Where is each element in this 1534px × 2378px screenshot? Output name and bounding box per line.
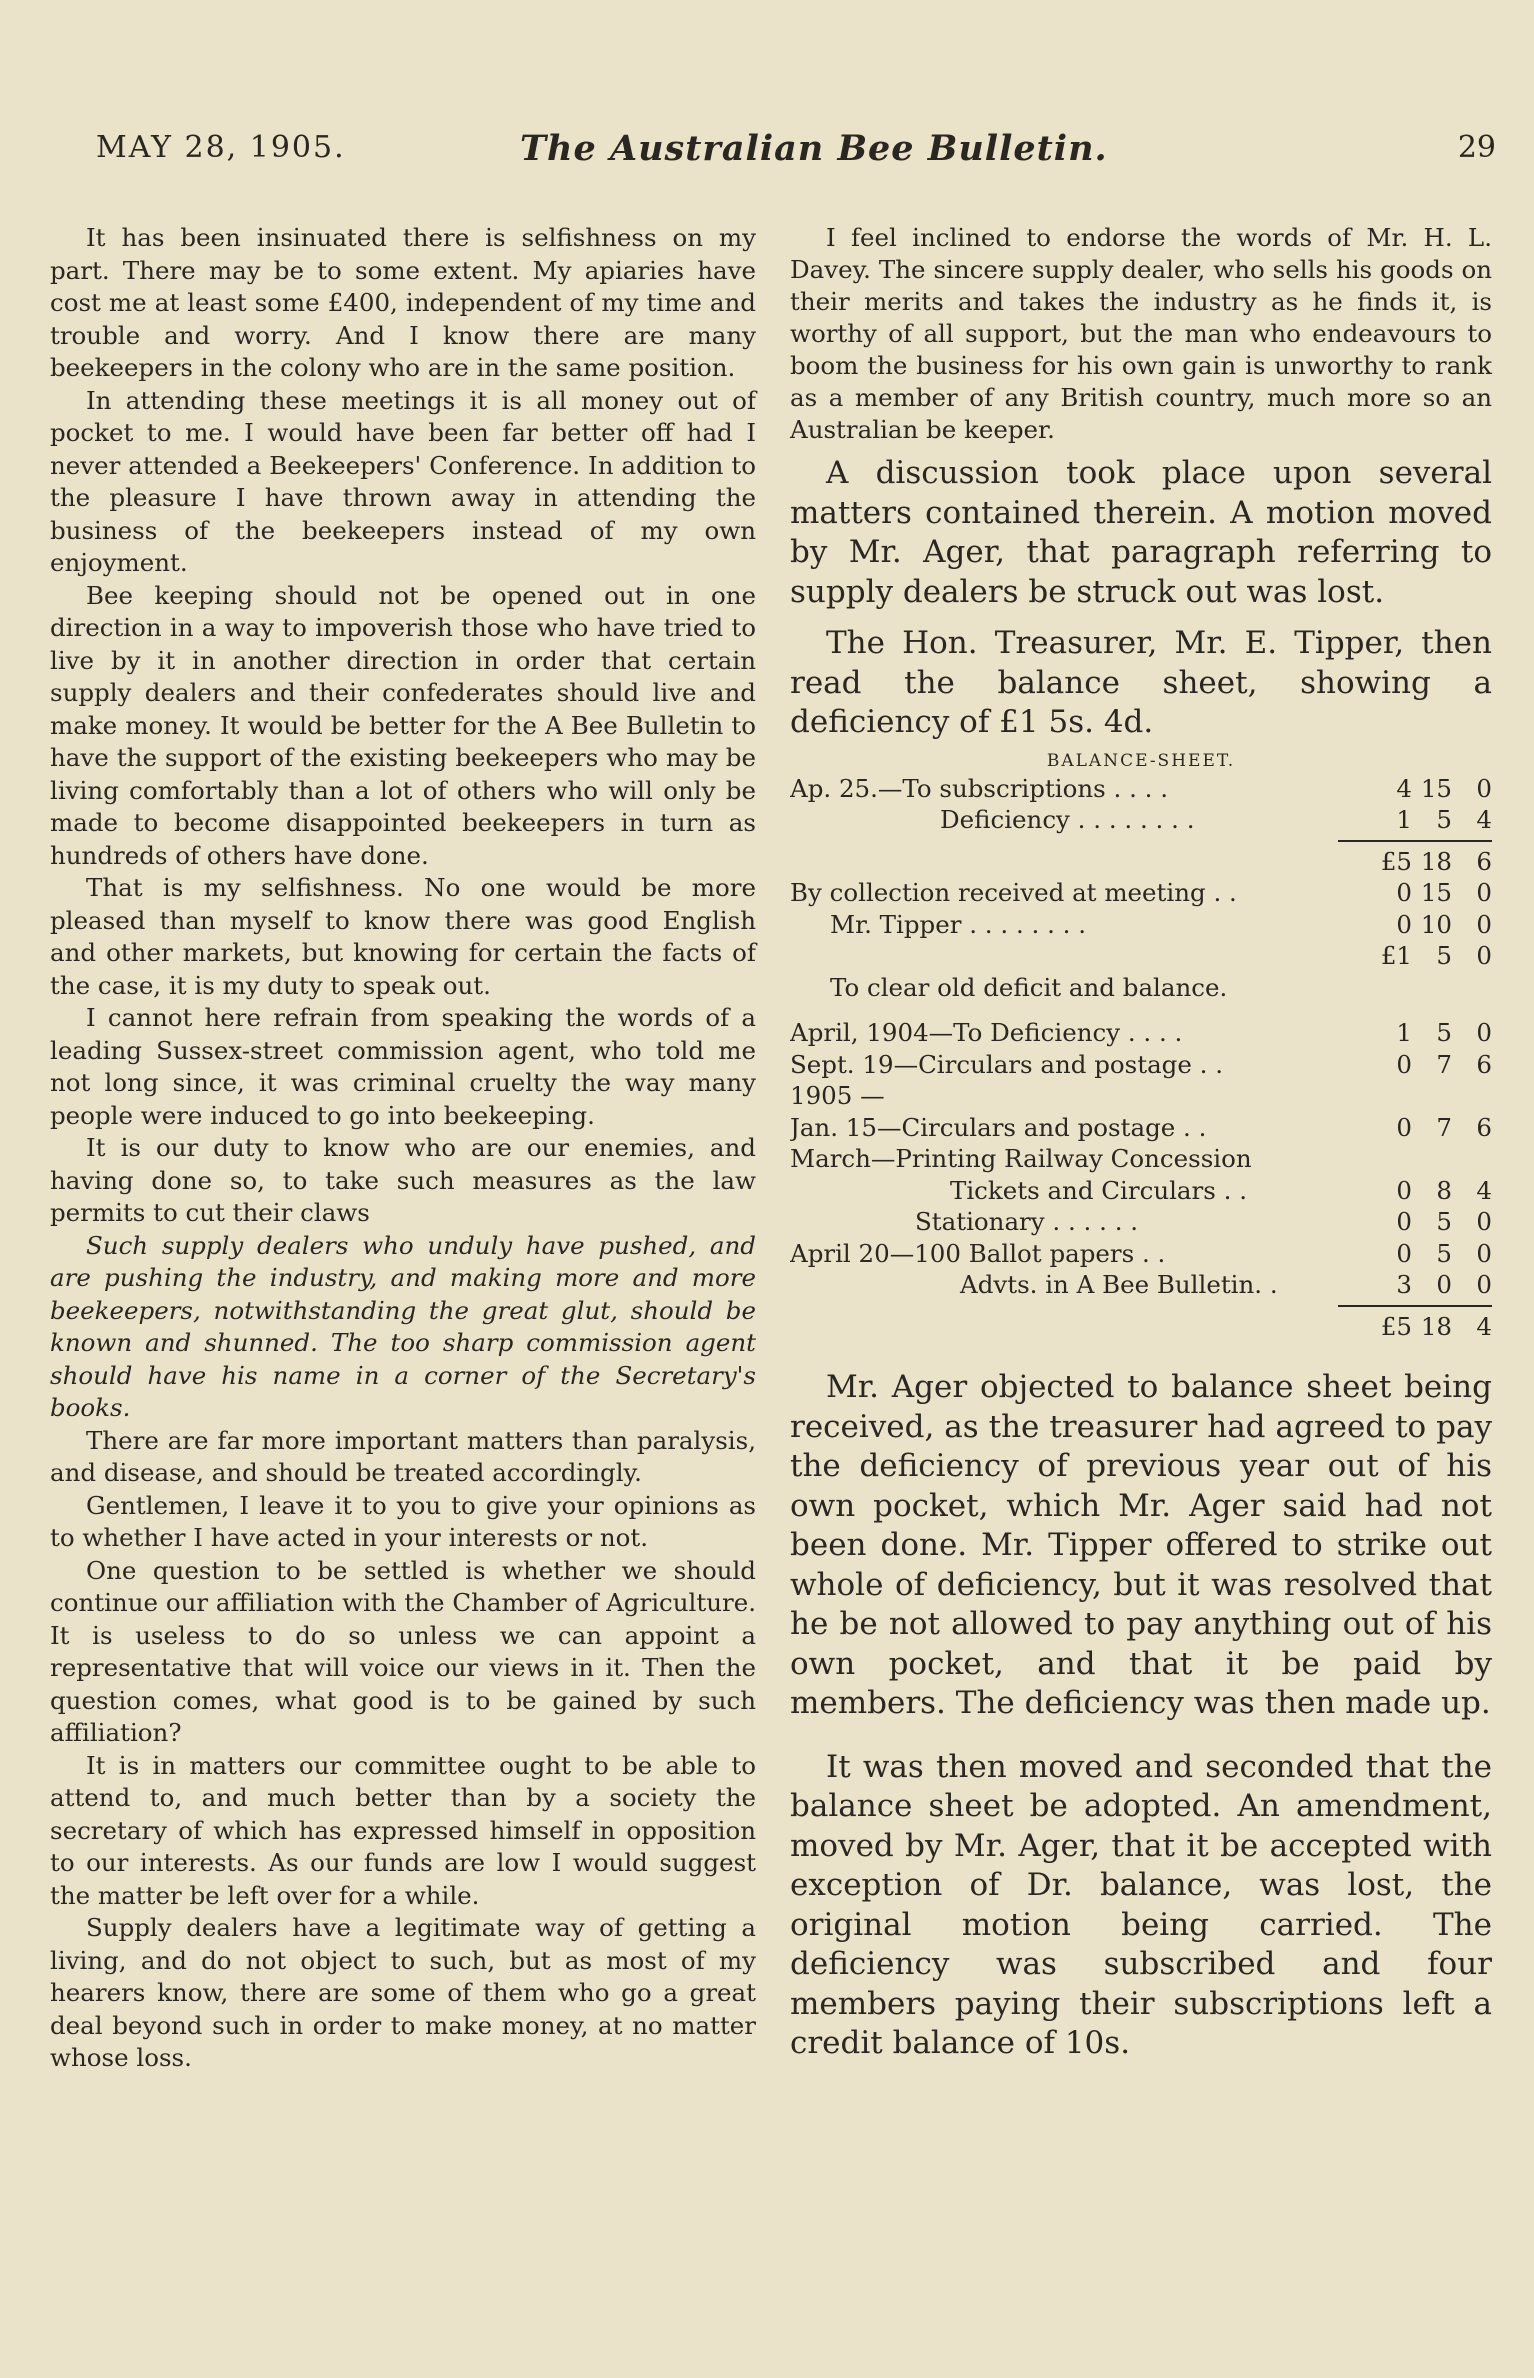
row-label: Ap. 25.—To subscriptions . . . . <box>790 773 1169 803</box>
pence: 0 <box>1476 1018 1492 1047</box>
shillings: 18 <box>1420 1311 1452 1341</box>
row-label: To clear old deficit and balance. <box>830 972 1228 1002</box>
balance-sheet-heading: BALANCE-SHEET. <box>1046 750 1236 771</box>
pounds: 0 <box>1396 1238 1412 1268</box>
row-label <box>790 1311 1354 1343</box>
pounds: 0 <box>1396 1112 1412 1142</box>
balance-row <box>790 1112 1492 1144</box>
pence: 0 <box>1476 1270 1492 1299</box>
left-column <box>50 222 756 2075</box>
row-label: Advts. in A Bee Bulletin. . <box>960 1270 1278 1299</box>
pounds: £1 <box>1380 941 1412 970</box>
balance-row <box>790 1238 1492 1270</box>
page-number: 29 <box>1457 130 1496 165</box>
balance-row <box>790 1017 1492 1049</box>
shillings: 15 <box>1420 773 1452 803</box>
total-rule <box>1338 840 1492 842</box>
row-label: Sept. 19—Circulars and postage . . <box>790 1049 1224 1079</box>
pence: 4 <box>1476 1175 1492 1205</box>
balance-row <box>790 1049 1492 1081</box>
pounds: 0 <box>1396 1207 1412 1236</box>
pounds: 1 <box>1396 805 1412 834</box>
paragraph: Supply dealers have a legitimate way of getting a living, and do not object to such, but as most of my hearers know, there are some of them who go a great deal beyond such in order to make money, at no matter whose loss. <box>50 1913 756 2072</box>
shillings: 5 <box>1436 805 1452 834</box>
balance-note <box>790 972 1492 1004</box>
total-row <box>790 1311 1492 1343</box>
pence: 6 <box>1476 1112 1492 1142</box>
paragraph: In attending these meetings it is all money out of pocket to me. I would have been far better off had I never attended a Beekeepers' Conference. In addition to the pleasure I have thrown away in attending the business of the beekeepers instead of my own enjoyment. <box>50 385 756 577</box>
row-label: Mr. Tipper . . . . . . . . <box>830 909 1087 939</box>
shillings: 7 <box>1436 1112 1452 1142</box>
shillings: 7 <box>1436 1049 1452 1079</box>
balance-row <box>790 1143 1492 1175</box>
paragraph: Gentlemen, I leave it to you to give your opinions as to whether I have acted in your interests or not. <box>50 1490 756 1552</box>
paragraph: One question to be settled is whether we should continue our affiliation with the Chamber of Agriculture. It is useless to do so unless we can appoint a representative that will voice our views in it. Then the question comes, what good is to be gained by such affiliation? <box>50 1555 756 1747</box>
pounds: £5 <box>1380 1311 1412 1341</box>
pence: 0 <box>1476 941 1492 970</box>
row-label: Deficiency . . . . . . . . <box>940 805 1195 834</box>
row-label: Jan. 15—Circulars and postage . . <box>790 1112 1207 1142</box>
pounds: 0 <box>1396 1175 1412 1205</box>
paragraph: It is in matters our committee ought to be able to attend to, and much better than by a society the secretary of which has expressed himself in opposition to our interests. As our funds are low I would suggest the matter be left over for a while. <box>50 1750 756 1910</box>
shillings: 5 <box>1436 941 1452 970</box>
total-rule <box>1338 1305 1492 1307</box>
paragraph: A discussion took place upon several matters contained therein. A motion moved by Mr. Ager, that paragraph referring to supply dealers be struck out was lost. <box>790 455 1492 610</box>
balance-row <box>790 1080 1492 1112</box>
pence: 0 <box>1476 1207 1492 1236</box>
row-label: Stationary . . . . . . <box>915 1207 1139 1236</box>
row-label: 1905 — <box>790 1081 885 1110</box>
row-label: April, 1904—To Deficiency . . . . <box>790 1018 1183 1047</box>
pence: 6 <box>1476 1049 1492 1079</box>
total-row <box>790 846 1492 878</box>
balance-row <box>790 877 1492 909</box>
shillings: 5 <box>1436 1207 1452 1236</box>
shillings: 8 <box>1436 1175 1452 1205</box>
paragraph: That is my selfishness. No one would be more pleased than myself to know there was good English and other markets, but knowing for certain the facts of the case, it is my duty to speak out. <box>50 873 756 1000</box>
shillings: 0 <box>1436 1270 1452 1299</box>
shillings: 18 <box>1420 846 1452 876</box>
balance-row <box>790 1175 1492 1207</box>
paragraph: The Hon. Treasurer, Mr. E. Tipper, then read the balance sheet, showing a deficiency of £1 5s. 4d. <box>790 625 1492 740</box>
balance-row <box>790 804 1492 836</box>
balance-row <box>790 773 1492 805</box>
italic-paragraph: Such supply dealers who unduly have pushed, and are pushing the industry, and making more and more beekeepers, notwithstanding the great glut, should be known and shunned. The too sharp commission agent should have his name in a corner of the Secretary's books. <box>50 1230 756 1422</box>
paragraph: I cannot here refrain from speaking the words of a leading Sussex-street commission agent, who told me not long since, it was criminal cruelty the way many people were induced to go into beekeeping. <box>50 1003 756 1130</box>
pounds: 4 <box>1396 773 1412 803</box>
pence: 4 <box>1476 805 1492 834</box>
paragraph: I feel inclined to endorse the words of Mr. H. L. Davey. The sincere supply dealer, who sells his goods on their merits and takes the industry as he finds it, is worthy of all support, but the man who endeavours to boom the business for his own gain is unworthy to rank as a member of any British country, much more so an Australian be keeper. <box>790 223 1492 444</box>
balance-row <box>790 909 1492 941</box>
row-label: March—Printing Railway Concession <box>790 1144 1252 1173</box>
shillings: 15 <box>1420 878 1452 907</box>
right-column <box>790 222 1492 2064</box>
shillings: 10 <box>1420 909 1452 939</box>
row-label: Tickets and Circulars . . <box>950 1175 1247 1205</box>
page-header <box>96 130 1496 180</box>
shillings: 5 <box>1436 1238 1452 1268</box>
masthead-title: The Australian Bee Bulletin. <box>520 128 1108 169</box>
pence: 0 <box>1476 773 1492 803</box>
balance-sheet <box>790 751 1492 1343</box>
pence: 4 <box>1476 1311 1492 1341</box>
shillings: 5 <box>1436 1018 1452 1047</box>
pounds: 3 <box>1396 1270 1412 1299</box>
paragraph: It was then moved and seconded that the balance sheet be adopted. An amendment, moved by Mr. Ager, that it be accepted with exception of Dr. balance, was lost, the original motion being carried. The deficiency was subscribed and four members paying their subscriptions left a credit balance of 10s. <box>790 1748 1492 2061</box>
pence: 0 <box>1476 1238 1492 1268</box>
pounds: 0 <box>1396 1049 1412 1079</box>
issue-date: MAY 28, 1905. <box>96 130 346 165</box>
balance-row <box>790 1269 1492 1301</box>
row-label <box>790 940 1354 972</box>
balance-row <box>790 1206 1492 1238</box>
paragraph: It has been insinuated there is selfishness on my part. There may be to some extent. My apiaries have cost me at least some £400, independent of my time and trouble and worry. And I know there are many beekeepers in the colony who are in the same position. <box>50 223 756 382</box>
pounds: 1 <box>1396 1018 1412 1047</box>
row-label: By collection received at meeting . . <box>790 878 1237 907</box>
paragraph: Mr. Ager objected to balance sheet being received, as the treasurer had agreed to pay the deficiency of previous year out of his own pocket, which Mr. Ager said had not been done. Mr. Tipper offered to strike out whole of deficiency, but it was resolved that he be not allowed to pay anything out of his own pocket, and that it be paid by members. The deficiency was then made up. <box>790 1369 1492 1721</box>
pence: 0 <box>1476 909 1492 939</box>
pounds: 0 <box>1396 878 1412 907</box>
paragraph: There are far more important matters than paralysis, and disease, and should be treated accordingly. <box>50 1425 756 1487</box>
pounds: 0 <box>1396 909 1412 939</box>
balance-row <box>790 940 1492 972</box>
paragraph: Bee keeping should not be opened out in one direction in a way to impoverish those who have tried to live by it in another direction in order that certain supply dealers and their confederates should live and make money. It would be better for the A Bee Bulletin to have the support of the existing beekeepers who may be living comfortably than a lot of others who will only be made to become disappointed beekeepers in turn as hundreds of others have done. <box>50 580 756 870</box>
row-label: April 20—100 Ballot papers . . <box>790 1238 1166 1268</box>
pence: 0 <box>1476 878 1492 907</box>
pounds: £5 <box>1380 846 1412 876</box>
row-label <box>790 846 1354 878</box>
paragraph: It is our duty to know who are our enemies, and having done so, to take such measures as the law permits to cut their claws <box>50 1133 756 1227</box>
pence: 6 <box>1476 846 1492 876</box>
